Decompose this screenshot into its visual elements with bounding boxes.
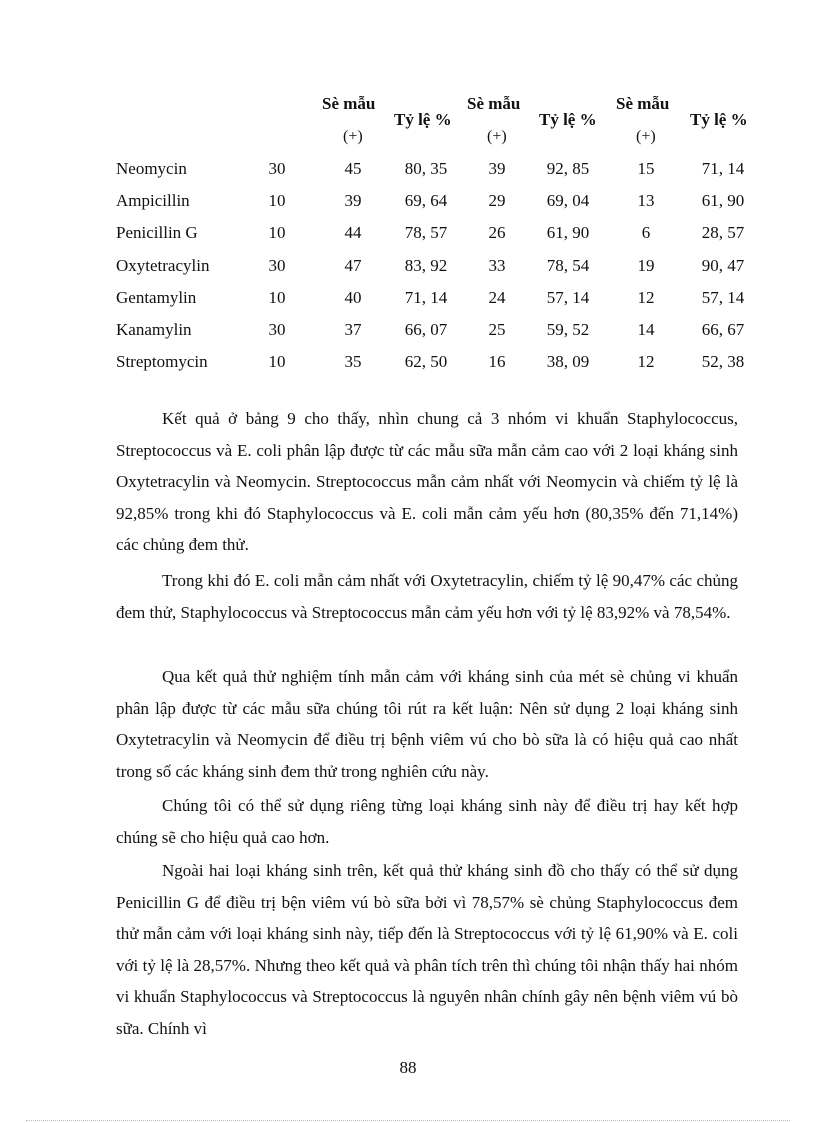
row-rate-2: 57, 14 — [546, 288, 590, 307]
row-count: 30 — [268, 159, 286, 178]
paragraph-2: Trong khi đó E. coli mẫn cảm nhất với Oxytetracylin, chiếm tỷ lệ 90,47% các chủng đem thử, Staphylococcus và Streptococcus mẫn cảm yếu hơn với tỷ lệ 83,92% và 78,54%. — [116, 571, 738, 622]
row-rate-3: 71, 14 — [701, 159, 745, 178]
row-sample-2: 29 — [488, 191, 506, 210]
row-antibiotic-name: Gentamylin — [116, 288, 197, 307]
header-rate-1: Tỷ lệ % — [394, 110, 452, 129]
row-rate-1: 78, 57 — [404, 223, 448, 242]
row-count: 10 — [268, 223, 286, 242]
header-rate-3: Tỷ lệ % — [690, 110, 748, 129]
row-sample-2: 33 — [488, 256, 506, 275]
row-sample-1: 39 — [344, 191, 362, 210]
row-antibiotic-name: Kanamylin — [116, 320, 192, 339]
row-count: 30 — [268, 256, 286, 275]
row-sample-1: 47 — [344, 256, 362, 275]
row-rate-1: 62, 50 — [404, 352, 448, 371]
row-rate-2: 59, 52 — [546, 320, 590, 339]
row-rate-2: 92, 85 — [546, 159, 590, 178]
row-antibiotic-name: Streptomycin — [116, 352, 208, 371]
row-sample-2: 25 — [488, 320, 506, 339]
row-rate-2: 38, 09 — [546, 352, 590, 371]
row-sample-3: 19 — [637, 256, 655, 275]
row-sample-3: 13 — [637, 191, 655, 210]
row-rate-2: 69, 04 — [546, 191, 590, 210]
row-count: 10 — [268, 191, 286, 210]
row-sample-3: 14 — [637, 320, 655, 339]
row-rate-3: 66, 67 — [701, 320, 745, 339]
header-positive-2: (+) — [487, 128, 507, 145]
header-positive-1: (+) — [343, 128, 363, 145]
row-rate-2: 78, 54 — [546, 256, 590, 275]
row-sample-2: 26 — [488, 223, 506, 242]
row-sample-3: 6 — [641, 223, 651, 242]
row-count: 10 — [268, 352, 286, 371]
paragraph-5: Ngoài hai loại kháng sinh trên, kết quả thử kháng sinh đồ cho thấy có thể sử dụng Penicillin G để điều trị bện viêm vú bò sữa bởi vì 78,57% sè chủng Staphylococcus đem thử mẫn cảm với loại kháng sinh này, tiếp đến là Streptococcus với tỷ lệ 61,90% và E. coli với tỷ lệ là 28,57%. Nhưng theo kết quả và phân tích trên thì chúng tôi nhận thấy hai nhóm vi khuẩn Staphylococcus và Streptococcus là nguyên nhân chính gây nên bệnh viêm vú bò sữa. Chính vì — [116, 861, 738, 1038]
row-rate-1: 71, 14 — [404, 288, 448, 307]
row-sample-2: 16 — [488, 352, 506, 371]
row-sample-2: 39 — [488, 159, 506, 178]
header-sample-1: Sè mẫu — [322, 94, 376, 113]
row-sample-3: 15 — [637, 159, 655, 178]
row-rate-3: 52, 38 — [701, 352, 745, 371]
row-count: 10 — [268, 288, 286, 307]
row-antibiotic-name: Oxytetracylin — [116, 256, 210, 275]
row-count: 30 — [268, 320, 286, 339]
row-sample-1: 37 — [344, 320, 362, 339]
row-rate-2: 61, 90 — [546, 223, 590, 242]
row-rate-3: 90, 47 — [701, 256, 745, 275]
header-sample-3: Sè mẫu — [616, 94, 670, 113]
row-sample-1: 35 — [344, 352, 362, 371]
row-rate-1: 80, 35 — [404, 159, 448, 178]
row-antibiotic-name: Ampicillin — [116, 191, 190, 210]
row-sample-2: 24 — [488, 288, 506, 307]
paragraph-4: Chúng tôi có thể sử dụng riêng từng loại kháng sinh này để điều trị hay kết hợp chúng sẽ cho hiệu quả cao hơn. — [116, 796, 738, 847]
row-rate-3: 28, 57 — [701, 223, 745, 242]
row-sample-1: 40 — [344, 288, 362, 307]
row-rate-3: 61, 90 — [701, 191, 745, 210]
row-sample-3: 12 — [637, 352, 655, 371]
page-number: 88 — [399, 1058, 417, 1077]
header-sample-2: Sè mẫu — [467, 94, 521, 113]
header-positive-3: (+) — [636, 128, 656, 145]
row-sample-3: 12 — [637, 288, 655, 307]
row-rate-3: 57, 14 — [701, 288, 745, 307]
row-antibiotic-name: Penicillin G — [116, 223, 198, 242]
row-rate-1: 66, 07 — [404, 320, 448, 339]
row-sample-1: 44 — [344, 223, 362, 242]
footer-divider — [26, 1120, 790, 1121]
row-antibiotic-name: Neomycin — [116, 159, 187, 178]
row-sample-1: 45 — [344, 159, 362, 178]
row-rate-1: 83, 92 — [404, 256, 448, 275]
paragraph-3: Qua kết quả thử nghiệm tính mẫn cảm với kháng sinh của mét sè chủng vi khuẩn phân lập được từ các mẫu sữa chúng tôi rút ra kết luận: Nên sử dụng 2 loại kháng sinh Oxytetracylin và Neomycin để điều trị bệnh viêm vú cho bò sữa là có hiệu quả cao nhất trong số các kháng sinh đem thử trong nghiên cứu này. — [116, 667, 738, 781]
row-rate-1: 69, 64 — [404, 191, 448, 210]
header-rate-2: Tỷ lệ % — [539, 110, 597, 129]
paragraph-1: Kết quả ở bảng 9 cho thấy, nhìn chung cả 3 nhóm vi khuẩn Staphylococcus, Streptococcus và E. coli phân lập được từ các mẫu sữa mẫn cảm cao với 2 loại kháng sinh Oxytetracylin và Neomycin. Streptococcus mẫn cảm nhất với Neomycin và chiếm tỷ lệ là 92,85% trong khi đó Staphylococcus và E. coli mẫn cảm yếu hơn (80,35% đến 71,14%) các chủng đem thử. — [116, 409, 738, 555]
